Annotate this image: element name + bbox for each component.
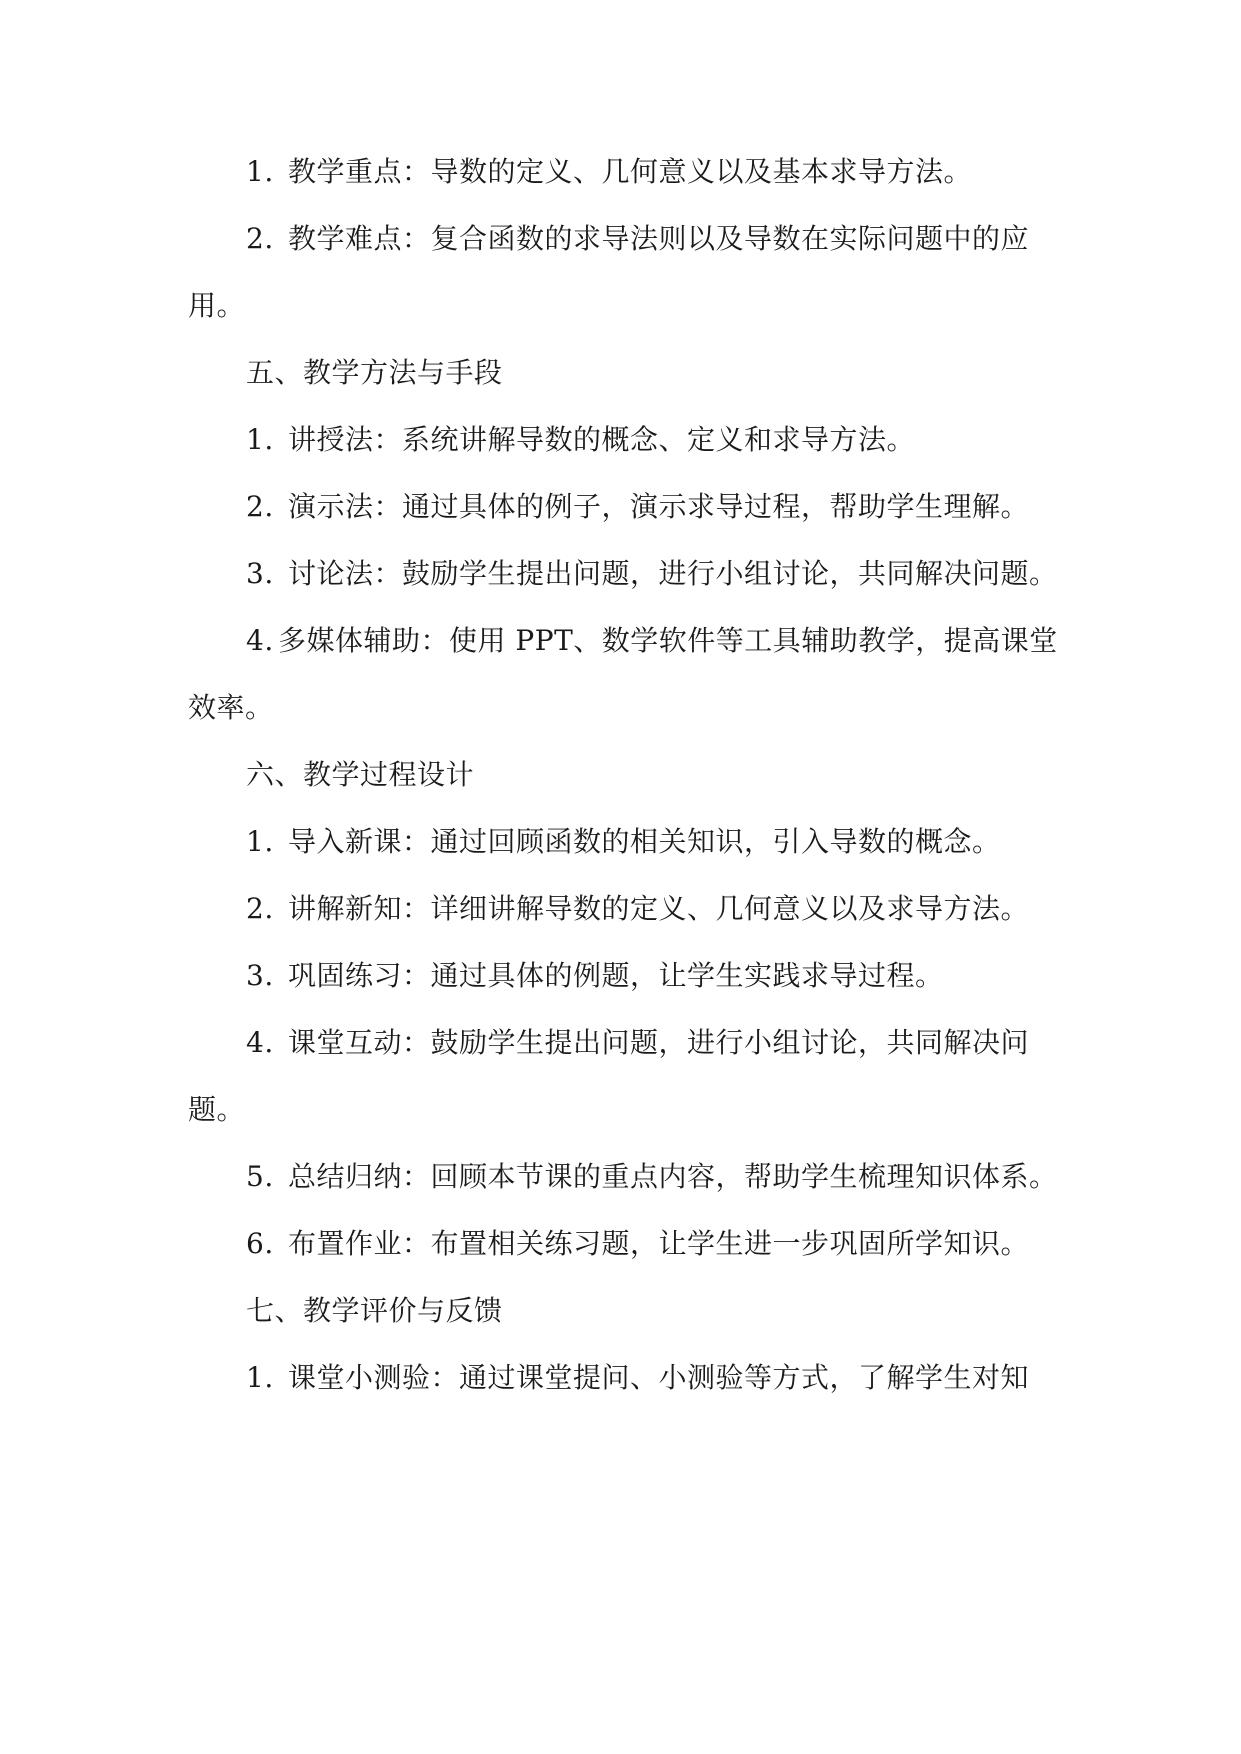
list-item [246, 1157, 1068, 1197]
item-text: 讲授法：系统讲解导数的概念、定义和求导方法。 [288, 423, 916, 456]
list-item [246, 1358, 1068, 1398]
item-text: 用。 [188, 289, 246, 322]
item-number: 3. [246, 959, 274, 992]
section-heading [246, 353, 1068, 393]
item-text: 多媒体辅助：使用 PPT、数学软件等工具辅助教学，提高课堂 [278, 624, 1058, 657]
list-item [246, 554, 1068, 594]
item-text: 巩固练习：通过具体的例题，让学生实践求导过程。 [288, 959, 944, 992]
item-text: 讲解新知：详细讲解导数的定义、几何意义以及求导方法。 [288, 892, 1030, 925]
item-text: 效率。 [188, 691, 274, 724]
item-text: 教学难点：复合函数的求导法则以及导数在实际问题中的应 [288, 222, 1030, 255]
list-item [246, 420, 1068, 460]
item-number: 1. [246, 1361, 274, 1394]
list-item [246, 487, 1068, 527]
item-text: 总结归纳：回顾本节课的重点内容，帮助学生梳理知识体系。 [288, 1160, 1058, 1193]
list-item [246, 956, 1068, 996]
item-number: 4. [246, 1026, 274, 1059]
item-number: 1. [246, 423, 274, 456]
item-number: 6. [246, 1227, 274, 1260]
list-item [246, 889, 1068, 929]
list-item [246, 1023, 1068, 1063]
continuation-line [188, 286, 1068, 326]
item-text: 课堂小测验：通过课堂提问、小测验等方式，了解学生对知 [288, 1361, 1030, 1394]
list-item [246, 152, 1068, 192]
item-number: 2. [246, 892, 274, 925]
item-number: 2. [246, 222, 274, 255]
section-heading [246, 755, 1068, 795]
item-text: 课堂互动：鼓励学生提出问题，进行小组讨论，共同解决问 [288, 1026, 1030, 1059]
section-heading [246, 1291, 1068, 1331]
list-item [246, 822, 1068, 862]
item-number: 1. [246, 155, 274, 188]
item-text: 导入新课：通过回顾函数的相关知识，引入导数的概念。 [288, 825, 1001, 858]
item-text: 讨论法：鼓励学生提出问题，进行小组讨论，共同解决问题。 [288, 557, 1058, 590]
list-item [246, 219, 1068, 259]
item-text: 演示法：通过具体的例子，演示求导过程，帮助学生理解。 [288, 490, 1030, 523]
continuation-line [188, 688, 1068, 728]
heading-text: 五、教学方法与手段 [246, 356, 503, 389]
item-number: 3. [246, 557, 274, 590]
item-number: 2. [246, 490, 274, 523]
heading-text: 六、教学过程设计 [246, 758, 475, 791]
heading-text: 七、教学评价与反馈 [246, 1294, 503, 1327]
item-text: 布置作业：布置相关练习题，让学生进一步巩固所学知识。 [288, 1227, 1030, 1260]
item-text: 题。 [188, 1093, 246, 1126]
list-item [246, 621, 1068, 661]
list-item [246, 1224, 1068, 1264]
item-number: 1. [246, 825, 274, 858]
item-number: 4. [246, 624, 274, 657]
item-number: 5. [246, 1160, 274, 1193]
continuation-line [188, 1090, 1068, 1130]
item-text: 教学重点：导数的定义、几何意义以及基本求导方法。 [288, 155, 973, 188]
